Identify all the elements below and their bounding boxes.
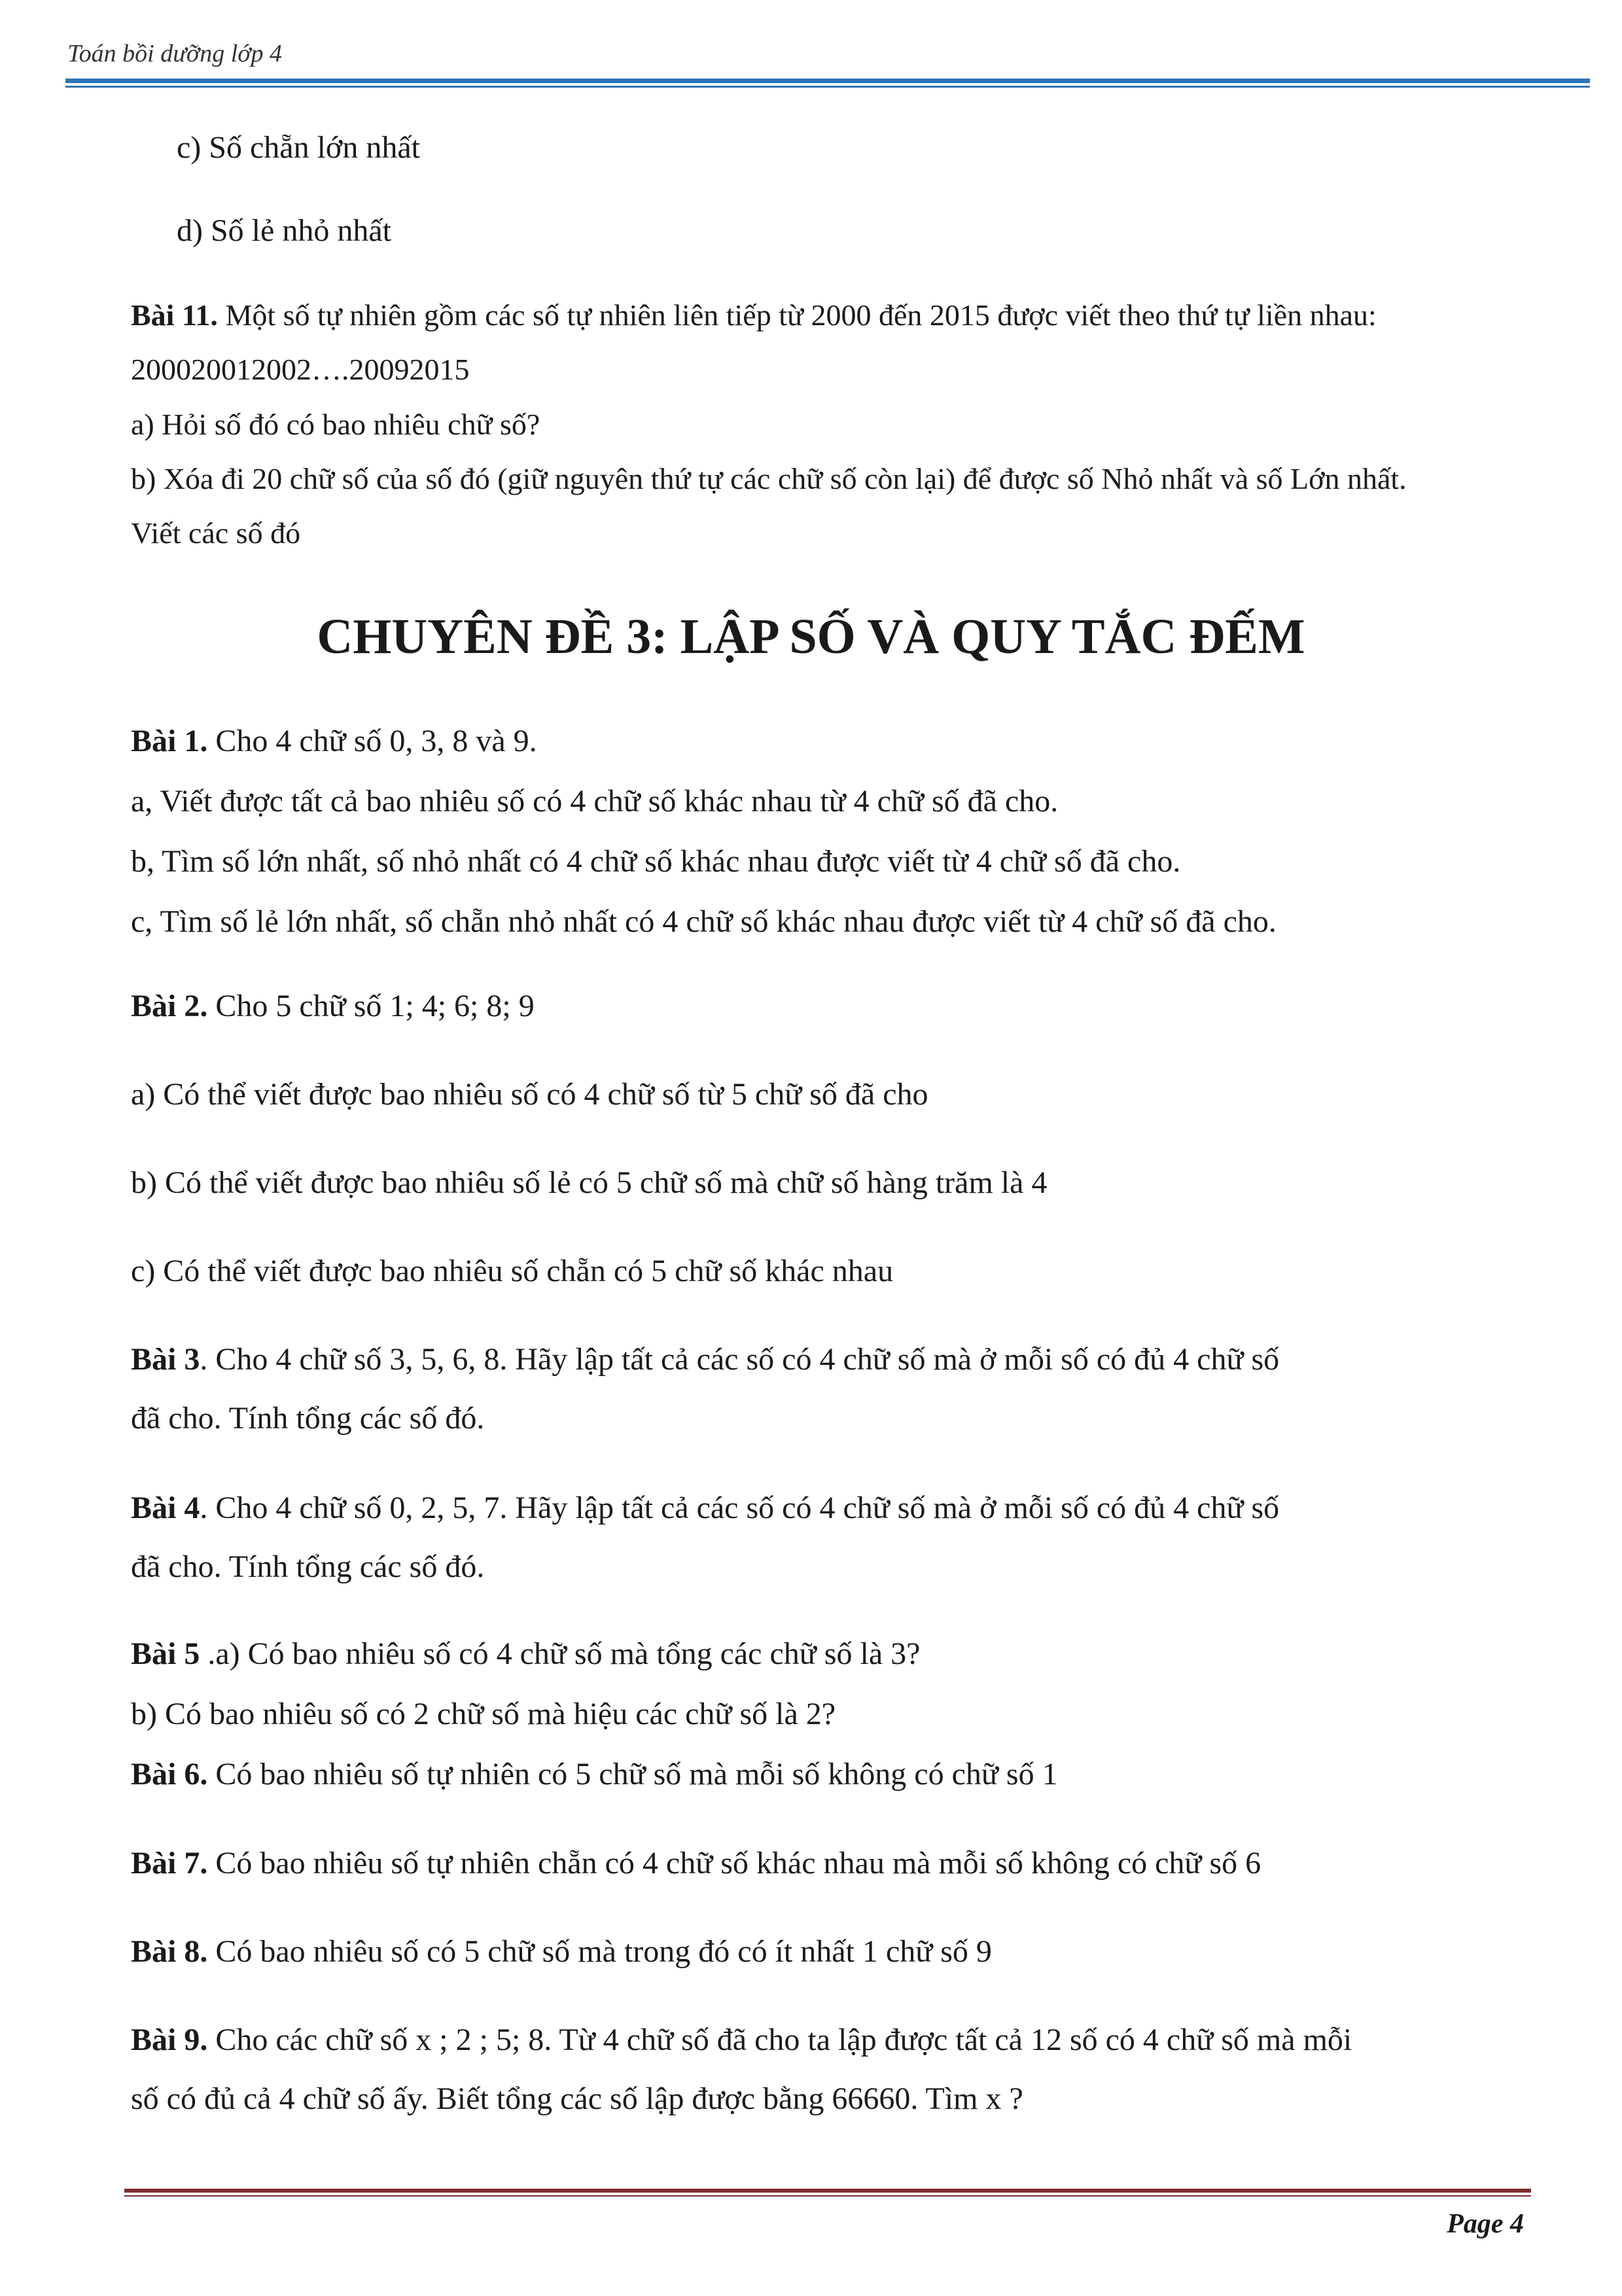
footer-rule-thin xyxy=(124,2195,1531,2197)
exercise-11-number: 200020012002….20092015 xyxy=(131,353,470,386)
exercise-text: Cho các chữ số x ; 2 ; 5; 8. Từ 4 chữ số đã cho ta lập được tất cả 12 số có 4 chữ số mà mỗi xyxy=(207,2022,1352,2057)
exercise-text: . Cho 4 chữ số 3, 5, 6, 8. Hãy lập tất cả các số có 4 chữ số mà ở mỗi số có đủ 4 chữ số xyxy=(200,1342,1280,1377)
exercise-text: Có bao nhiêu số tự nhiên chẵn có 4 chữ số khác nhau mà mỗi số không có chữ số 6 xyxy=(207,1846,1261,1881)
exercise-9-cont: số có đủ cả 4 chữ số ấy. Biết tổng các số lập được bằng 66660. Tìm x ? xyxy=(131,2081,1023,2116)
exercise-11-a: a) Hỏi số đó có bao nhiêu chữ số? xyxy=(131,408,540,441)
exercise-1-a: a, Viết được tất cả bao nhiêu số có 4 chữ số khác nhau từ 4 chữ số đã cho. xyxy=(131,784,1059,819)
exercise-1-c: c, Tìm số lẻ lớn nhất, số chẵn nhỏ nhất có 4 chữ số khác nhau được viết từ 4 chữ số đã cho. xyxy=(131,904,1277,939)
exercise-text: Một số tự nhiên gồm các số tự nhiên liên tiếp từ 2000 đến 2015 được viết theo thứ tự liền nhau: xyxy=(217,298,1377,332)
section-title: CHUYÊN ĐỀ 3: LẬP SỐ VÀ QUY TẮC ĐẾM xyxy=(317,609,1305,664)
exercise-4 xyxy=(131,1490,1279,1526)
exercise-11 xyxy=(131,298,1377,332)
exercise-text: Cho 4 chữ số 0, 3, 8 và 9. xyxy=(207,724,537,758)
exercise-11-b-cont: Viết các số đó xyxy=(131,516,301,550)
exercise-label: Bài 4 xyxy=(131,1491,200,1525)
exercise-label: Bài 3 xyxy=(131,1342,200,1377)
list-item-c: c) Số chẵn lớn nhất xyxy=(177,130,420,165)
footer-rule xyxy=(124,2189,1531,2193)
exercise-label: Bài 5 xyxy=(131,1636,200,1671)
exercise-1 xyxy=(131,723,537,759)
exercise-2-a: a) Có thể viết được bao nhiêu số có 4 chữ số từ 5 chữ số đã cho xyxy=(131,1077,928,1112)
exercise-text: Có bao nhiêu số có 5 chữ số mà trong đó có ít nhất 1 chữ số 9 xyxy=(207,1934,992,1969)
exercise-11-b: b) Xóa đi 20 chữ số của số đó (giữ nguyên thứ tự các chữ số còn lại) để được số Nhỏ nhất và số Lớn nhất. xyxy=(131,462,1407,495)
exercise-6 xyxy=(131,1756,1058,1792)
exercise-label: Bài 7. xyxy=(131,1846,208,1881)
exercise-label: Bài 2. xyxy=(131,989,208,1023)
header-rule xyxy=(65,79,1590,83)
list-item-d: d) Số lẻ nhỏ nhất xyxy=(177,213,391,248)
exercise-label: Bài 11. xyxy=(131,298,218,332)
exercise-text: Cho 5 chữ số 1; 4; 6; 8; 9 xyxy=(207,989,535,1023)
exercise-4-cont: đã cho. Tính tổng các số đó. xyxy=(131,1549,485,1584)
exercise-3 xyxy=(131,1341,1279,1377)
exercise-7 xyxy=(131,1845,1261,1881)
exercise-text: Có bao nhiêu số tự nhiên có 5 chữ số mà mỗi số không có chữ số 1 xyxy=(207,1757,1058,1792)
exercise-label: Bài 6. xyxy=(131,1757,208,1792)
page-header-title: Toán bồi dưỡng lớp 4 xyxy=(67,40,283,67)
exercise-5 xyxy=(131,1636,920,1672)
exercise-5-b: b) Có bao nhiêu số có 2 chữ số mà hiệu các chữ số là 2? xyxy=(131,1697,836,1731)
exercise-1-b: b, Tìm số lớn nhất, số nhỏ nhất có 4 chữ số khác nhau được viết từ 4 chữ số đã cho. xyxy=(131,844,1181,879)
exercise-3-cont: đã cho. Tính tổng các số đó. xyxy=(131,1401,485,1436)
exercise-9 xyxy=(131,2022,1352,2058)
exercise-label: Bài 1. xyxy=(131,724,208,758)
exercise-text: .a) Có bao nhiêu số có 4 chữ số mà tổng các chữ số là 3? xyxy=(200,1636,921,1671)
exercise-text: . Cho 4 chữ số 0, 2, 5, 7. Hãy lập tất cả các số có 4 chữ số mà ở mỗi số có đủ 4 chữ số xyxy=(200,1491,1280,1525)
exercise-2-b: b) Có thể viết được bao nhiêu số lẻ có 5 chữ số mà chữ số hàng trăm là 4 xyxy=(131,1165,1048,1200)
exercise-label: Bài 8. xyxy=(131,1934,208,1969)
exercise-label: Bài 9. xyxy=(131,2022,208,2057)
exercise-2-c: c) Có thể viết được bao nhiêu số chẵn có 5 chữ số khác nhau xyxy=(131,1254,894,1288)
exercise-2 xyxy=(131,988,535,1024)
header-rule-thin xyxy=(65,86,1590,88)
exercise-8 xyxy=(131,1934,992,1969)
page-number: Page 4 xyxy=(1447,2209,1524,2239)
